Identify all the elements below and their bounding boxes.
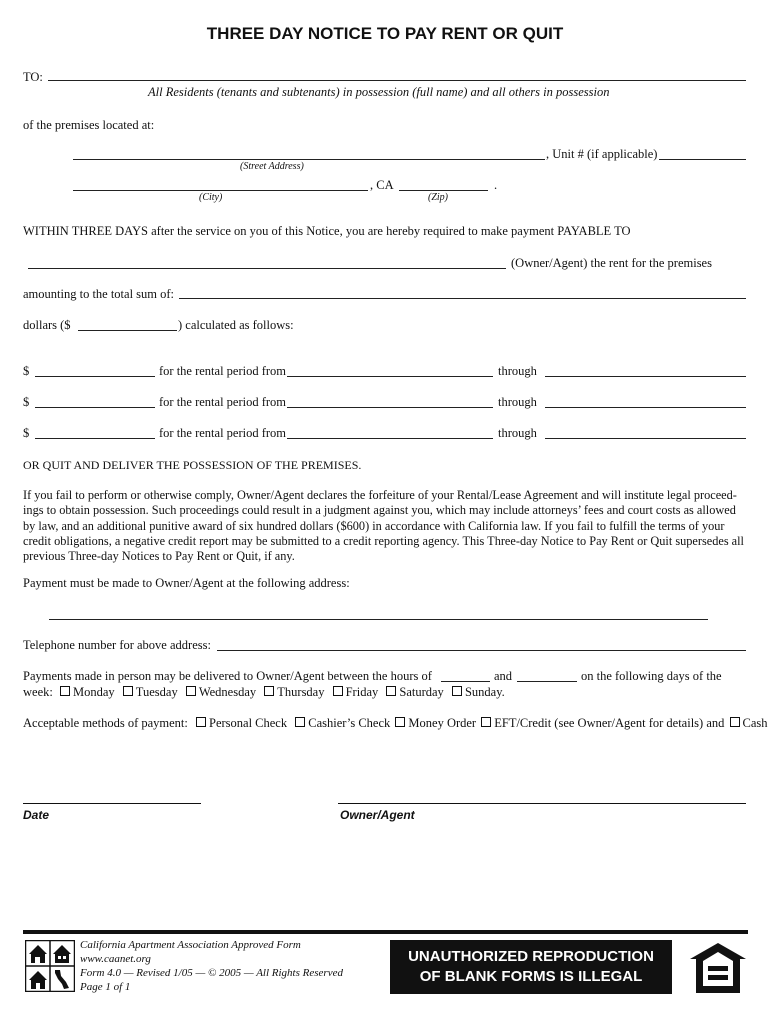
week-label: week: — [23, 685, 53, 699]
checkbox[interactable] — [481, 717, 491, 727]
checkbox[interactable] — [386, 686, 396, 696]
unit-field[interactable] — [659, 159, 746, 160]
warning-line-2: OF BLANK FORMS IS ILLEGAL — [419, 968, 643, 985]
hours-text-a: Payments made in person may be delivered to Owner/Agent between the hours of — [23, 669, 432, 683]
checkbox[interactable] — [395, 717, 405, 727]
within-three-days-text: WITHIN THREE DAYS after the service on you of this Notice, you are hereby required to make payment PAYABLE TO — [23, 224, 631, 238]
dollar-sign: $ — [23, 426, 30, 440]
city-field[interactable] — [73, 190, 368, 191]
or-quit-text: OR QUIT AND DELIVER THE POSSESSION OF THE PREMISES. — [23, 458, 362, 472]
checkbox[interactable] — [730, 717, 740, 727]
telephone-field[interactable] — [217, 650, 746, 651]
unit-label: , Unit # (if applicable) — [546, 147, 658, 161]
owner-rent-text: (Owner/Agent) the rent for the premises — [511, 256, 712, 270]
page-title: THREE DAY NOTICE TO PAY RENT OR QUIT — [206, 24, 564, 43]
dollar-sign: $ — [23, 395, 30, 409]
payment-methods-row — [23, 716, 768, 731]
total-sum-field[interactable] — [179, 298, 746, 299]
method-personal-check[interactable]: Personal Check — [196, 716, 287, 730]
methods-label: Acceptable methods of payment: — [23, 716, 188, 730]
row-amount-field[interactable] — [35, 438, 155, 439]
method-cashiers-check[interactable]: Cashier’s Check — [295, 716, 390, 730]
row-amount-field[interactable] — [35, 407, 155, 408]
row-from-field[interactable] — [287, 438, 493, 439]
footer-text — [80, 938, 380, 994]
day-thursday[interactable]: Thursday — [264, 685, 324, 699]
dollars-amount-field[interactable] — [78, 330, 177, 331]
checkbox[interactable] — [60, 686, 70, 696]
owner-agent-signature-line[interactable] — [338, 803, 746, 804]
row-from-field[interactable] — [287, 407, 493, 408]
week-days-row — [23, 685, 505, 700]
checkbox[interactable] — [196, 717, 206, 727]
day-tuesday[interactable]: Tuesday — [123, 685, 178, 699]
method-cash[interactable]: Cash — [730, 716, 768, 730]
reproduction-warning-badge — [390, 940, 672, 994]
period-from-label: for the rental period from — [159, 395, 287, 409]
day-saturday[interactable]: Saturday — [386, 685, 443, 699]
date-label: Date — [23, 808, 50, 822]
period-from-label: for the rental period from — [159, 364, 287, 378]
through-label: through — [498, 395, 537, 409]
legal-paragraph: If you fail to perform or otherwise comply, Owner/Agent declares the forfeiture of your Rental/Lease Agreement and will institute legal proceed- ings to obtain possession. Such proceedings could result in a judgment against you, which may include attorneys’ fees and court costs as allowed by law, and an additional punitive award of six hundred dollars ($600) in accordance with California law. If you fail to fulfill the terms of your credit obligations, a negative credit report may be submitted to a credit reporting agency. This Three-day Notice to Pay Rent or Quit supersedes all previous Three-day Notices to Pay Rent or Quit, if any. — [23, 488, 744, 564]
checkbox[interactable] — [123, 686, 133, 696]
zip-field[interactable] — [399, 190, 488, 191]
payment-address-label: Payment must be made to Owner/Agent at the following address: — [23, 576, 350, 590]
footer-line-3: Form 4.0 — Revised 1/05 — © 2005 — All Rights Reserved — [80, 967, 343, 979]
method-eft-credit[interactable]: EFT/Credit (see Owner/Agent for details) and — [481, 716, 724, 730]
through-label: through — [498, 364, 537, 378]
ca-label: , CA — [370, 178, 394, 192]
warning-line-1: UNAUTHORIZED REPRODUCTION — [408, 948, 654, 965]
checkbox[interactable] — [264, 686, 274, 696]
footer-line-4: Page 1 of 1 — [80, 981, 131, 993]
day-sunday[interactable]: Sunday. — [452, 685, 505, 699]
footer-line-1: California Apartment Association Approved Form — [80, 939, 301, 951]
street-caption: (Street Address) — [240, 161, 304, 172]
period-from-label: for the rental period from — [159, 426, 287, 440]
payment-address-field[interactable] — [49, 619, 708, 620]
owner-agent-label: Owner/Agent — [340, 808, 415, 822]
hours-text-b: on the following days of the — [581, 669, 722, 683]
street-address-field[interactable] — [73, 159, 545, 160]
dollar-sign: $ — [23, 364, 30, 378]
row-through-field[interactable] — [545, 376, 746, 377]
row-from-field[interactable] — [287, 376, 493, 377]
footer-divider — [23, 930, 748, 934]
footer-line-2: www.caanet.org — [80, 953, 151, 965]
checkbox[interactable] — [452, 686, 462, 696]
checkbox[interactable] — [333, 686, 343, 696]
through-label: through — [498, 426, 537, 440]
dollars-open-label: dollars ($ — [23, 318, 71, 332]
row-through-field[interactable] — [545, 407, 746, 408]
row-amount-field[interactable] — [35, 376, 155, 377]
method-money-order[interactable]: Money Order — [395, 716, 476, 730]
date-signature-line[interactable] — [23, 803, 201, 804]
day-wednesday[interactable]: Wednesday — [186, 685, 256, 699]
dollars-close-label: ) calculated as follows: — [178, 318, 294, 332]
to-label: TO: — [23, 70, 43, 84]
caa-logo-icon — [25, 940, 75, 992]
amount-label: amounting to the total sum of: — [23, 287, 175, 301]
city-caption: (City) — [199, 192, 223, 203]
payable-to-field[interactable] — [28, 268, 506, 269]
hours-to-field[interactable] — [517, 681, 577, 682]
telephone-label: Telephone number for above address: — [23, 638, 211, 652]
period-mark: . — [494, 178, 498, 192]
hours-and: and — [494, 669, 513, 683]
to-caption: All Residents (tenants and subtenants) in possession (full name) and all others in possession — [148, 85, 610, 99]
day-friday[interactable]: Friday — [333, 685, 379, 699]
row-through-field[interactable] — [545, 438, 746, 439]
equal-housing-icon — [688, 941, 748, 995]
checkbox[interactable] — [295, 717, 305, 727]
to-field[interactable] — [48, 80, 746, 81]
hours-from-field[interactable] — [441, 681, 490, 682]
day-monday[interactable]: Monday — [60, 685, 115, 699]
premises-label: of the premises located at: — [23, 118, 155, 132]
checkbox[interactable] — [186, 686, 196, 696]
zip-caption: (Zip) — [428, 192, 448, 203]
